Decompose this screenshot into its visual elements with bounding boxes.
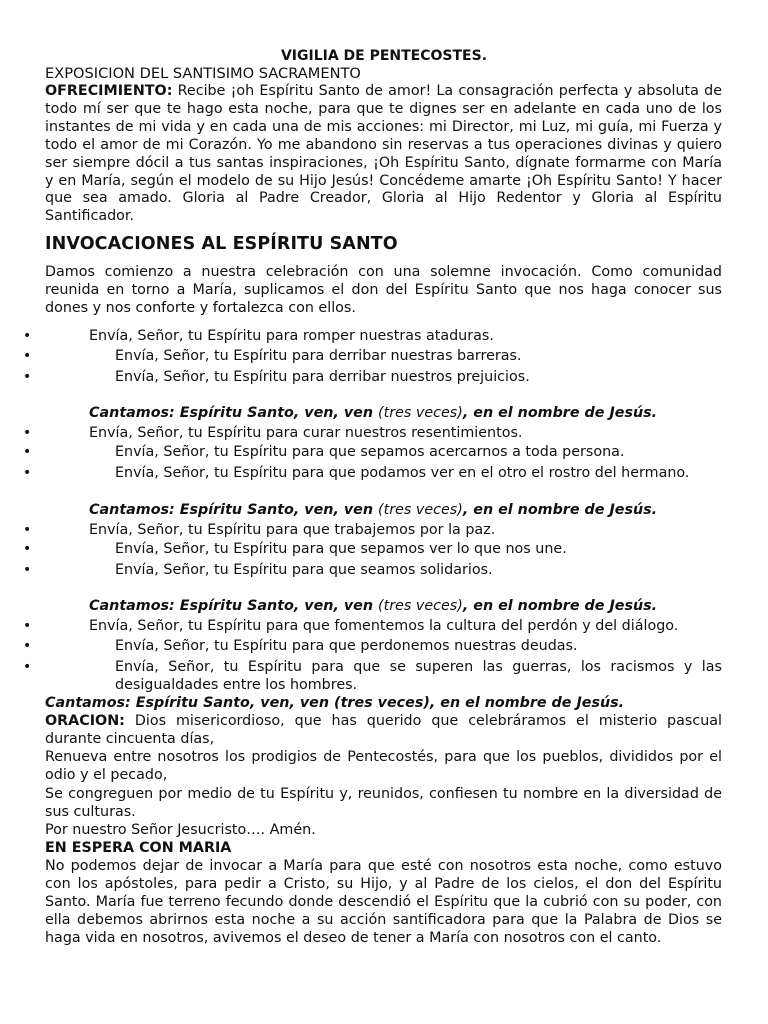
chant-text: Cantamos: Espíritu Santo, ven, ven — [89, 405, 379, 421]
invocation-sublist-2 — [45, 444, 722, 483]
invocation-lead: • Envía, Señor, tu Espíritu para romper nuestras ataduras. — [45, 328, 722, 346]
invocation-item: • Envía, Señor, tu Espíritu para que perdonemos nuestras deudas. — [45, 638, 722, 656]
invocation-item: • Envía, Señor, tu Espíritu para que sepamos acercarnos a toda persona. — [45, 444, 722, 462]
invocation-item: • Envía, Señor, tu Espíritu para derribar nuestros prejuicios. — [45, 369, 722, 387]
invocation-group-3 — [45, 522, 722, 540]
exposition-heading: EXPOSICION DEL SANTISIMO SACRAMENTO — [45, 65, 361, 82]
document-title: VIGILIA DE PENTECOSTES. — [280, 48, 488, 64]
invocation-item: • Envía, Señor, tu Espíritu para que se superen las guerras, los racismos y las desigualdades entre los hombres. — [45, 659, 722, 695]
oracion-line-2: Renueva entre nosotros los prodigios de Pentecostés, para que los pueblos, divididos por el odio y el pecado, — [45, 749, 722, 783]
ofrecimiento-label: OFRECIMIENTO: — [45, 83, 173, 99]
invocation-lead: • Envía, Señor, tu Espíritu para que trabajemos por la paz. — [45, 522, 722, 540]
chant-line-3 — [45, 598, 722, 616]
chant-text: Cantamos: Espíritu Santo, ven, ven — [89, 502, 379, 518]
chant-text-end: , en el nombre de Jesús. — [462, 502, 658, 518]
oracion-line-1: Dios misericordioso, que has querido que celebráramos el misterio pascual durante cincuenta días, — [45, 713, 722, 747]
invocation-group-4 — [45, 618, 722, 636]
ofrecimiento-paragraph — [45, 83, 722, 226]
invocation-item: • Envía, Señor, tu Espíritu para que seamos solidarios. — [45, 562, 722, 580]
invocation-lead: • Envía, Señor, tu Espíritu para que fomentemos la cultura del perdón y del diálogo. — [45, 618, 722, 636]
espera-heading: EN ESPERA CON MARIA — [45, 840, 232, 856]
chant-text: Cantamos: Espíritu Santo, ven, ven — [89, 598, 379, 614]
oracion-line-3: Se congreguen por medio de tu Espíritu y, reunidos, confiesen tu nombre en la diversidad de sus culturas. — [45, 786, 722, 820]
ofrecimiento-text: Recibe ¡oh Espíritu Santo de amor! La consagración perfecta y absoluta de todo mí ser que te hago esta noche, para que te dignes ser en adelante en cada uno de los instantes de mi vida y en cada una de mis acciones: mi Director, mi Luz, mi guía, mi Fuerza y todo el amor de mi Corazón. Yo me abandono sin reservas a tus operaciones divinas y quiero ser siempre dócil a tus santas inspiraciones, ¡Oh Espíritu Santo, dígnate formarme con María y en María, según el modelo de su Hijo Jesús! Concédeme amarte ¡Oh Espíritu Santo! Y hacer que sea amado. Gloria al Padre Creador, Gloria al Hijo Redentor y Gloria al Espíritu Santificador. — [45, 83, 722, 225]
intro-paragraph: Damos comienzo a nuestra celebración con una solemne invocación. Como comunidad reunida en torno a María, suplicamos el don del Espíritu Santo que nos haga conocer sus dones y nos conforte y fortalezca con ellos. — [45, 264, 722, 316]
oracion-label: ORACION: — [45, 713, 125, 729]
invocation-item: • Envía, Señor, tu Espíritu para que sepamos ver lo que nos une. — [45, 541, 722, 559]
invocation-group-1 — [45, 328, 722, 346]
invocation-group-2 — [45, 425, 722, 443]
chant-line-2 — [45, 502, 722, 520]
invocation-item: • Envía, Señor, tu Espíritu para derribar nuestras barreras. — [45, 348, 722, 366]
chant-repeat-note: (tres veces) — [378, 502, 463, 518]
chant-repeat-note: (tres veces) — [378, 598, 463, 614]
invocation-sublist-1 — [45, 348, 722, 387]
chant-text-end: , en el nombre de Jesús. — [462, 405, 658, 421]
invocation-item: • Envía, Señor, tu Espíritu para que podamos ver en el otro el rostro del hermano. — [45, 465, 722, 483]
espera-paragraph: No podemos dejar de invocar a María para que esté con nosotros esta noche, como estuvo con los apóstoles, para pedir a Cristo, su Hijo, y al Padre de los cielos, el don del Espíritu Santo. María fue terreno fecundo donde descendió el Espíritu que la cubrió con su poder, con ella debemos abrirnos esta noche a su acción santificadora para que la Palabra de Dios se haga vida en nosotros, avivemos el deseo de tener a María con nosotros con el canto. — [45, 858, 722, 946]
chant-text-end: , en el nombre de Jesús. — [462, 598, 658, 614]
chant-line-1 — [45, 405, 722, 423]
invocaciones-heading: INVOCACIONES AL ESPÍRITU SANTO — [45, 234, 398, 254]
invocation-lead: • Envía, Señor, tu Espíritu para curar nuestros resentimientos. — [45, 425, 722, 443]
oracion-line-4: Por nuestro Señor Jesucristo…. Amén. — [45, 822, 316, 838]
chant-repeat-note: (tres veces) — [378, 405, 463, 421]
chant-line-final: Cantamos: Espíritu Santo, ven, ven (tres veces), en el nombre de Jesús. — [45, 695, 625, 711]
invocation-sublist-3 — [45, 541, 722, 580]
oracion-paragraph — [45, 713, 722, 749]
invocation-sublist-4 — [45, 638, 722, 695]
